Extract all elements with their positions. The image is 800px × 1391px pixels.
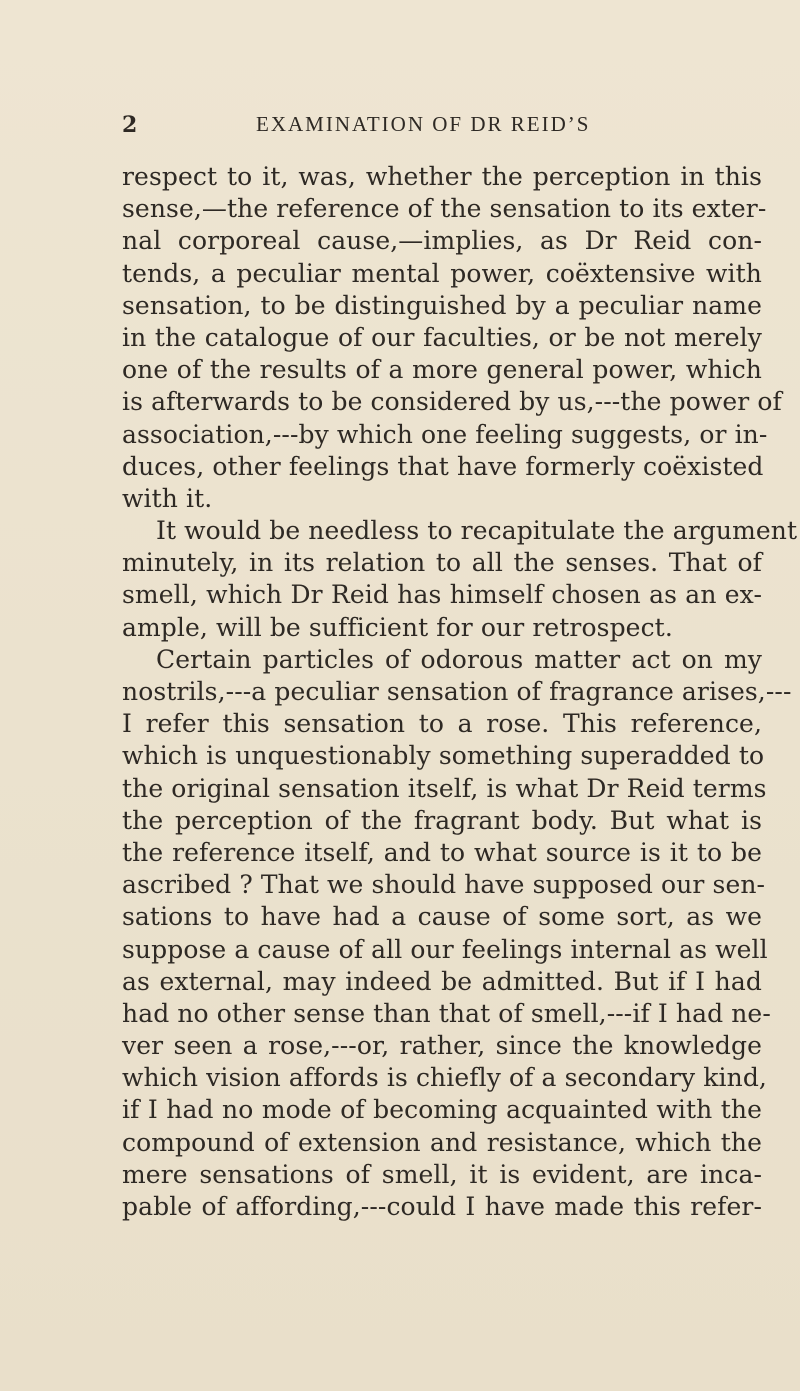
text-line: the reference itself, and to what source is it to be	[122, 837, 762, 867]
paragraph	[122, 515, 798, 644]
text-line: had no other sense than that of smell,---if I had ne-	[122, 998, 771, 1028]
text-line: which vision affords is chiefly of a secondary kind,	[122, 1063, 767, 1093]
text-line: the original sensation itself, is what Dr Reid terms	[122, 773, 767, 803]
text-line: respect to it, was, whether the perception in this	[122, 162, 762, 191]
text-line: minutely, in its relation to all the senses. That of	[122, 548, 762, 578]
text-line: association,---by which one feeling suggests, or in-	[122, 419, 768, 449]
running-head: EXAMINATION OF DR REID’S	[256, 112, 591, 136]
text-line: nal corporeal cause,—implies, as Dr Reid con-	[122, 226, 762, 256]
text-line: mere sensations of smell, it is evident, are inca-	[122, 1159, 762, 1189]
text-line: with it.	[122, 483, 213, 513]
page-header	[0, 112, 800, 144]
text-line: duces, other feelings that have formerly coëxisted	[122, 451, 764, 481]
page-body	[122, 161, 798, 1223]
text-line: Certain particles of odorous matter act on my	[156, 644, 762, 674]
text-line: ver seen a rose,---or, rather, since the knowledge	[122, 1031, 762, 1061]
text-line: in the catalogue of our faculties, or be not merely	[122, 322, 762, 352]
text-line: suppose a cause of all our feelings internal as well	[122, 934, 768, 964]
text-line: tends, a peculiar mental power, coëxtensive with	[122, 258, 762, 288]
text-line: ascribed ? That we should have supposed our sen-	[122, 870, 766, 900]
text-line: the perception of the fragrant body. But what is	[122, 805, 762, 835]
page-number: 2	[122, 112, 138, 138]
paragraph	[122, 644, 792, 1223]
text-line: I refer this sensation to a rose. This reference,	[122, 709, 762, 739]
text-line: as external, may indeed be admitted. But if I had	[122, 966, 762, 996]
text-line: if I had no mode of becoming acquainted with the	[122, 1095, 762, 1125]
text-line: smell, which Dr Reid has himself chosen as an ex-	[122, 580, 762, 610]
text-line: compound of extension and resistance, which the	[122, 1127, 762, 1157]
text-line: pable of affording,---could I have made this refer-	[122, 1192, 762, 1221]
text-line: sensation, to be distinguished by a peculiar name	[122, 290, 762, 320]
text-line: which is unquestionably something superadded to	[122, 741, 765, 771]
text-line: sense,—the reference of the sensation to its exter-	[122, 194, 767, 224]
text-line: nostrils,---a peculiar sensation of fragrance arises,---	[122, 677, 792, 706]
text-line: one of the results of a more general power, which	[122, 355, 762, 385]
text-line: is afterwards to be considered by us,---the power of	[122, 387, 782, 417]
text-line: sations to have had a cause of some sort, as we	[122, 902, 762, 932]
paragraph	[122, 161, 782, 515]
text-line: It would be needless to recapitulate the argument	[156, 516, 798, 546]
text-line: ample, will be sufficient for our retrospect.	[122, 612, 673, 642]
